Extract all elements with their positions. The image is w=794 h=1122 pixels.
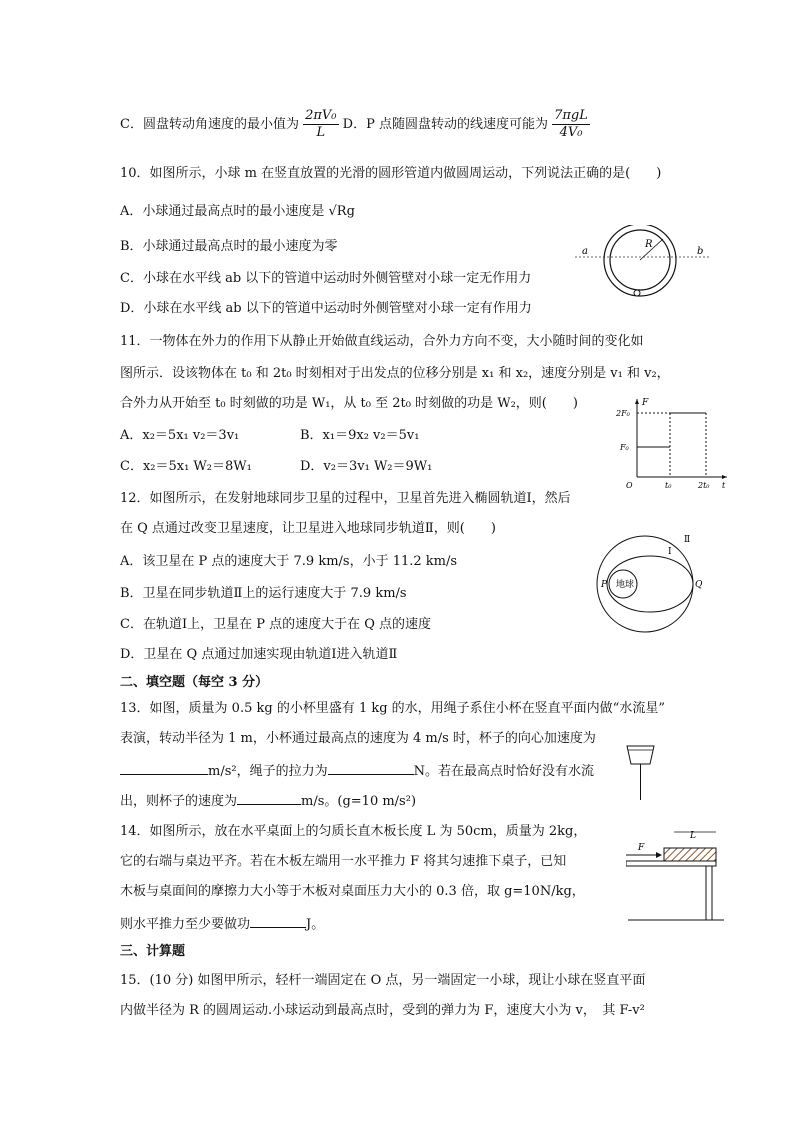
q11-option-b: B．x₁＝9x₂ v₂＝5v₁ <box>300 428 420 443</box>
label-orbit-i: Ⅰ <box>668 547 672 557</box>
q13-blank-3[interactable] <box>237 790 301 805</box>
label-p: P <box>601 580 608 590</box>
cup-icon <box>627 746 654 764</box>
q14-blank-1[interactable] <box>250 913 306 928</box>
q10-option-b: B．小球通过最高点时的最小速度为零 <box>120 239 338 254</box>
orbit-ii <box>597 536 693 632</box>
q11-stem-2: 图所示．设该物体在 t₀ 和 2t₀ 时刻相对于出发点的位移分别是 x₁ 和 x₂，速度分别是 v₁ 和 v₂， <box>120 366 670 381</box>
label-r: R <box>645 239 653 250</box>
q11-force-time-graph <box>612 395 732 495</box>
q11-stem-1: 11．一物体在外力的作用下从静止开始做直线运动，合外力方向不变，大小随时间的变化如 <box>120 334 644 349</box>
q9-option-c-text: C．圆盘转动角速度的最小值为 <box>120 117 299 132</box>
q14-stem-1: 14．如图所示，放在水平桌面上的匀质长直木板长度 L 为 50cm，质量为 2kg， <box>120 824 587 839</box>
q14-stem-3: 木板与桌面间的摩擦力大小等于木板对桌面压力大小的 0.3 倍，取 g=10N/kg， <box>120 884 585 899</box>
q12-stem-1: 12．如图所示，在发射地球同步卫星的过程中，卫星首先进入椭圆轨道Ⅰ，然后 <box>120 491 571 506</box>
q14-board-figure <box>626 828 726 926</box>
label-o: O <box>626 481 633 490</box>
q13-blank-2[interactable] <box>328 760 414 775</box>
label-f: F <box>638 843 645 853</box>
q10-option-c: C．小球在水平线 ab 以下的管道中运动时外侧管壁对小球一定无作用力 <box>120 271 532 286</box>
q13-stem-2: 表演，转动半径为 1 m，小杯通过最高点的速度为 4 m/s 时，杯子的向心加速度为 <box>120 731 596 746</box>
label-f: F <box>642 398 649 408</box>
table-top <box>626 861 716 866</box>
ball-icon <box>634 290 640 296</box>
label-2t0: 2t₀ <box>698 481 710 490</box>
section-3-heading: 三、计算题 <box>120 944 186 959</box>
q9-option-d-fraction: $\frac{\text{7πgL}}{\text{4V₀}}$ <box>554 108 588 140</box>
label-earth: 地球 <box>616 580 635 590</box>
wooden-board <box>664 848 716 861</box>
t-axis-arrow <box>722 475 727 479</box>
q13-stem-4: 出，则杯子的速度为 m/s。(g=10 m/s²) <box>120 790 416 811</box>
q13-stem-3: m/s²，绳子的拉力为 N。若在最高点时恰好没有水流 <box>120 760 594 781</box>
label-t0: t₀ <box>665 481 672 490</box>
q10-stem: 10．如图所示，小球 m 在竖直放置的光滑的圆形管道内做圆周运动，下列说法正确的是( ) <box>120 166 662 181</box>
label-t: t <box>722 481 726 490</box>
label-l: L <box>690 831 696 841</box>
q10-option-a: A．小球通过最高点时的最小速度是 √Rg <box>120 204 355 219</box>
q12-option-d: D．卫星在 Q 点通过加速实现由轨道Ⅰ进入轨道Ⅱ <box>120 647 398 662</box>
label-q: Q <box>695 580 703 590</box>
q15-stem-2: 内做半径为 R 的圆周运动.小球运动到最高点时，受到的弹力为 F，速度大小为 v， 其 F-v² <box>120 1003 645 1018</box>
q12-option-c: C．在轨道Ⅰ上，卫星在 P 点的速度大于在 Q 点的速度 <box>120 617 432 632</box>
q9-options <box>120 108 590 141</box>
q12-option-b: B．卫星在同步轨道Ⅱ上的运行速度大于 7.9 km/s <box>120 586 407 601</box>
label-b: b <box>697 246 704 257</box>
q13-stem-1: 13．如图，质量为 0.5 kg 的小杯里盛有 1 kg 的水，用绳子系住小杯在竖直平面内做“水流星” <box>120 701 665 716</box>
q15-stem-1: 15．(10 分) 如图甲所示，轻杆一端固定在 O 点，另一端固定一小球，现让小球在竖直平面 <box>120 973 646 988</box>
q13-cup-figure <box>622 740 662 805</box>
q11-option-c: C．x₂＝5x₁ W₂＝8W₁ <box>120 459 252 474</box>
q9-option-c-fraction: $\frac{\text{2πV₀}}{L}$ <box>305 108 337 140</box>
q11-option-a: A．x₂＝5x₁ v₂＝3v₁ <box>120 428 240 443</box>
q14-stem-2: 它的右端与桌边平齐。若在木板左端用一水平推力 F 将其匀速推下桌子，已知 <box>120 854 567 869</box>
force-arrow-head <box>656 852 662 858</box>
section-2-heading: 二、填空题（每空 3 分） <box>120 675 269 690</box>
q14-stem-4: 则水平推力至少要做功 J。 <box>120 913 324 934</box>
q10-option-d: D．小球在水平线 ab 以下的管道中运动时外侧管壁对小球一定有作用力 <box>120 301 532 316</box>
q12-stem-2: 在 Q 点通过改变卫星速度，让卫星进入地球同步轨道Ⅱ，则( ) <box>120 521 496 536</box>
q12-option-a: A．该卫星在 P 点的速度大于 7.9 km/s，小于 11.2 km/s <box>120 554 458 569</box>
label-2f0: 2F₀ <box>616 409 630 418</box>
q11-stem-3: 合外力从开始至 t₀ 时刻做的功是 W₁，从 t₀ 至 2t₀ 时刻做的功是 W₂，则( ) <box>120 396 578 411</box>
label-orbit-ii: Ⅱ <box>684 535 691 545</box>
label-f0: F₀ <box>620 443 629 452</box>
q12-orbit-figure <box>588 528 708 638</box>
outer-pipe-wall <box>604 225 676 296</box>
q13-blank-1[interactable] <box>120 760 208 775</box>
q10-pipe-figure <box>575 225 710 305</box>
f-axis-arrow <box>635 399 639 404</box>
q11-option-d: D．v₂＝3v₁ W₂＝9W₁ <box>300 459 433 474</box>
q9-option-d-text: D．P 点随圆盘转动的线速度可能为 <box>342 117 548 132</box>
label-a: a <box>582 246 588 257</box>
